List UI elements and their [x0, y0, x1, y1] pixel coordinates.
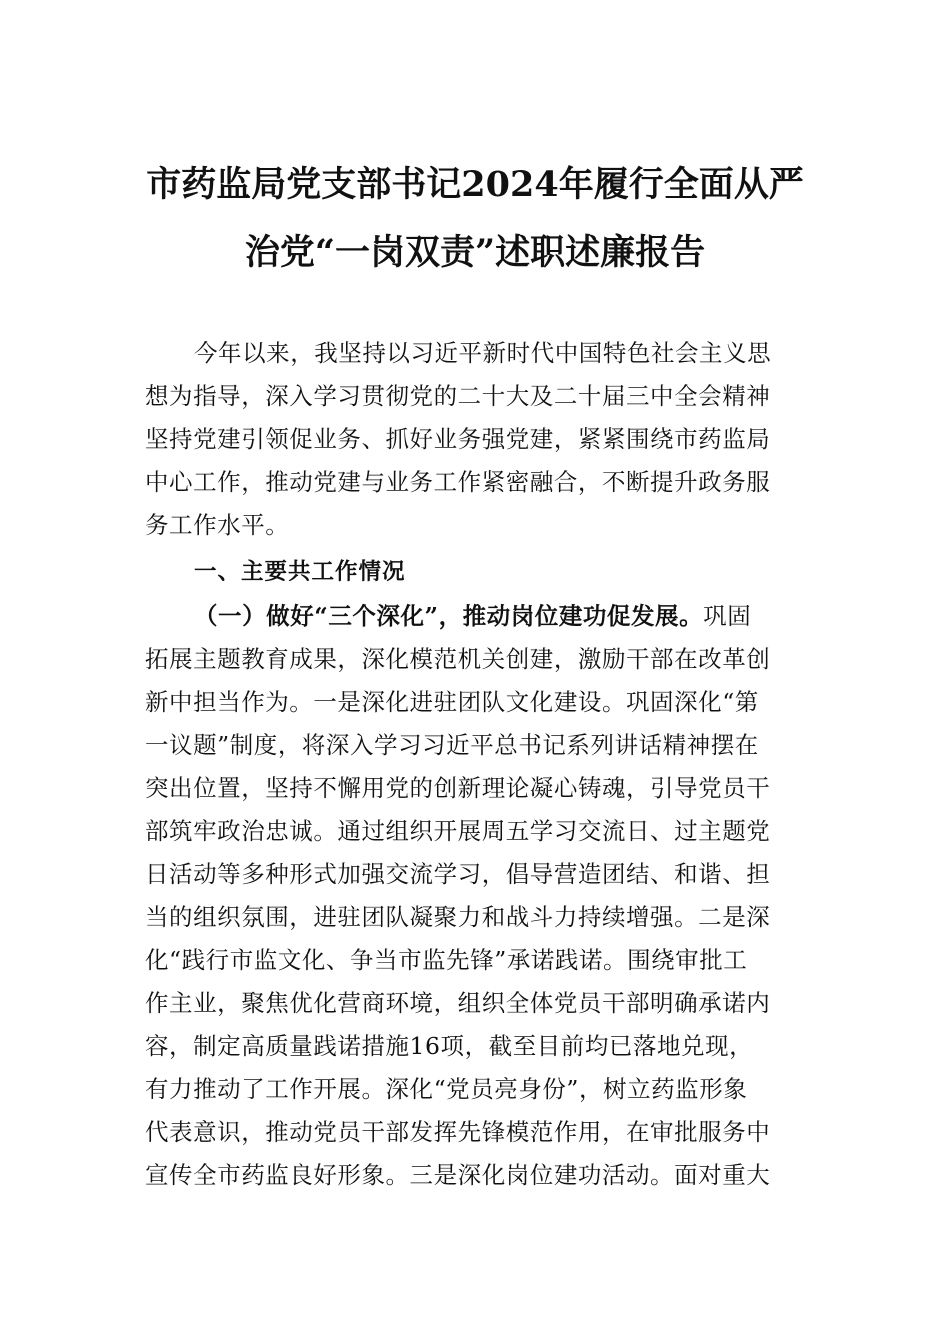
body-line: 突出位置，坚持不懈用党的创新理论凝心铸魂，引导党员干: [145, 774, 771, 802]
body-line: 当的组织氛围，进驻团队凝聚力和战斗力持续增强。二是深: [145, 903, 771, 931]
subsection-title: （一）做好“三个深化”，推动岗位建功促发展。: [194, 602, 704, 630]
body-line: 拓展主题教育成果，深化模范机关创建，激励干部在改革创: [145, 645, 771, 673]
body-line: 作主业，聚焦优化营商环境，组织全体党员干部明确承诺内: [145, 989, 771, 1017]
subsection-first-line: [194, 601, 810, 631]
document-title-line-2: 治党“一岗双责”述职述廉报告: [244, 232, 706, 273]
section-heading: 一、主要共工作情况: [194, 559, 406, 585]
body-line: 新中担当作为。一是深化进驻团队文化建设。巩固深化“第: [145, 688, 759, 716]
intro-paragraph-line: 今年以来，我坚持以习近平新时代中国特色社会主义思: [194, 339, 772, 367]
intro-paragraph-line: 务工作水平。: [145, 511, 290, 539]
body-line: 部筑牢政治忠诚。通过组织开展周五学习交流日、过主题党: [145, 817, 771, 845]
document-title-line-1: 市药监局党支部书记2024年履行全面从严: [146, 164, 804, 205]
body-line: 有力推动了工作开展。深化“党员亮身份”，树立药监形象: [145, 1075, 748, 1103]
intro-paragraph-line: 坚持党建引领促业务、抓好业务强党建，紧紧围绕市药监局: [145, 425, 771, 453]
body-line: 宣传全市药监良好形象。三是深化岗位建功活动。面对重大: [145, 1161, 771, 1189]
intro-paragraph-line: 中心工作，推动党建与业务工作紧密融合，不断提升政务服: [145, 468, 771, 496]
subsection-first-line-rest: 巩固: [703, 602, 752, 630]
body-line: 代表意识，推动党员干部发挥先锋模范作用，在审批服务中: [145, 1118, 771, 1146]
body-line: 日活动等多种形式加强交流学习，倡导营造团结、和谐、担: [145, 860, 771, 888]
intro-paragraph-line: 想为指导，深入学习贯彻党的二十大及二十届三中全会精神: [145, 382, 771, 410]
body-line: 容，制定高质量践诺措施16项，截至目前均已落地兑现，: [145, 1032, 754, 1060]
body-line: 化“践行市监文化、争当市监先锋”承诺践诺。围绕审批工: [145, 946, 748, 974]
body-line: 一议题”制度，将深入学习习近平总书记系列讲话精神摆在: [145, 731, 759, 759]
